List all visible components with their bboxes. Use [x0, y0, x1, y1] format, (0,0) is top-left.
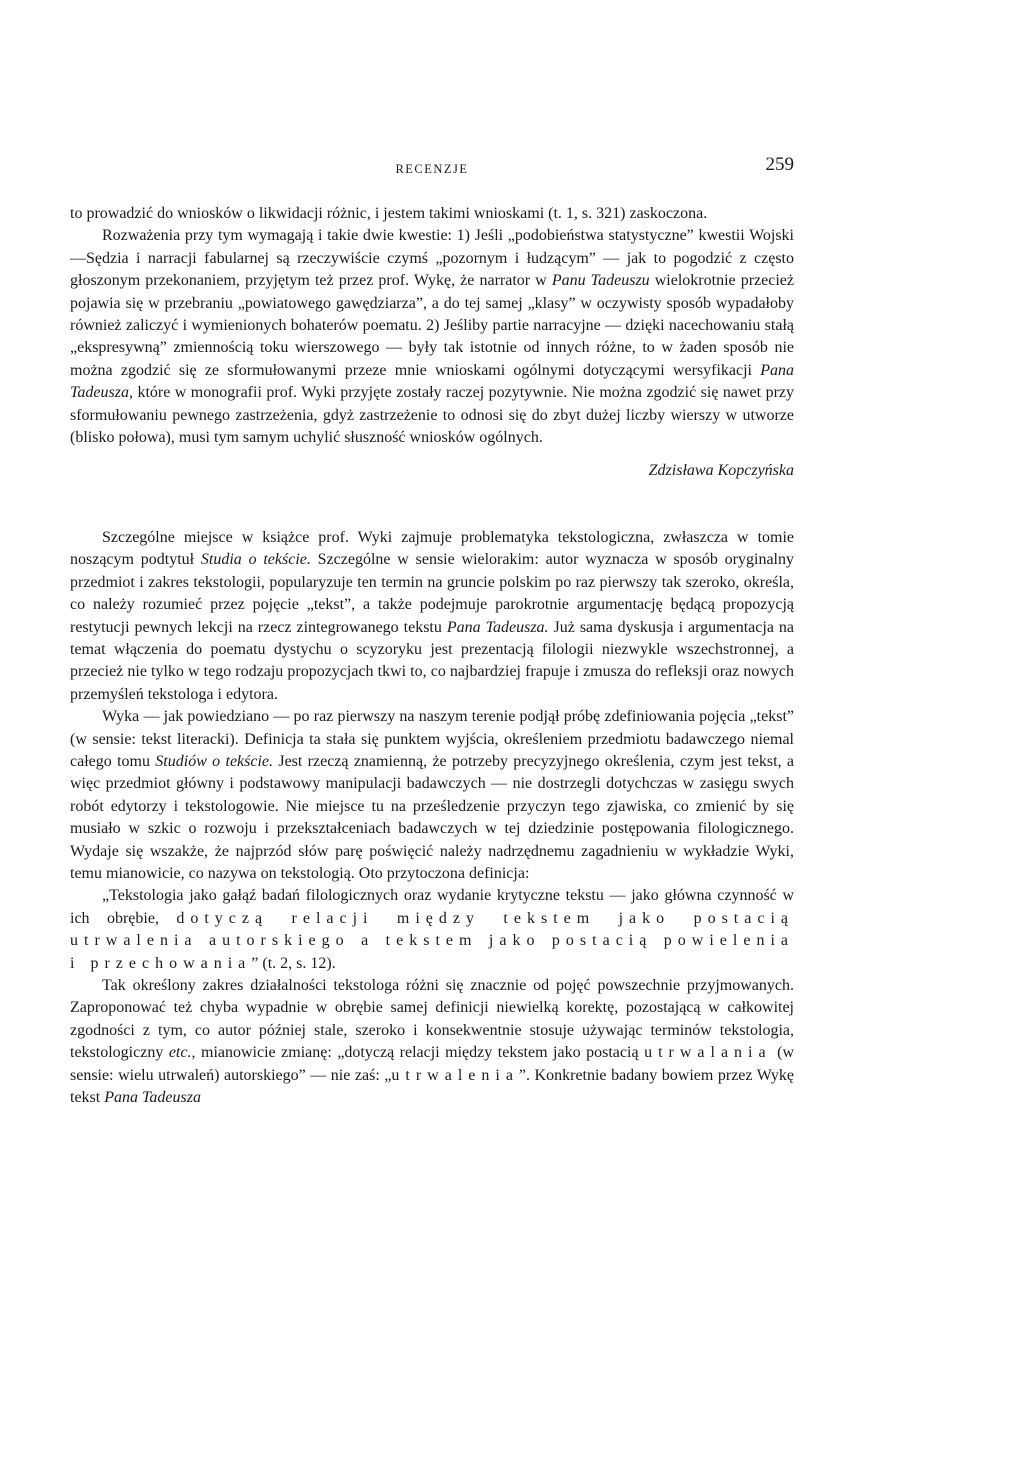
quotation: „Tekstologia jako gałąź badań filologicznych oraz wydanie krytyczne tekstu — jako główna czynność w ich obrębie, dotyczą relacji między tekstem jako postacią utrwalenia autorskiego a tekstem jako postacią powielenia i przechowania” (t. 2, s. 12).: [70, 887, 794, 972]
paragraph: Szczególne miejsce w książce prof. Wyki zajmuje problematyka tekstologiczna, zwłaszcza w tomie noszącym podtytuł Studia o tekście. Szczególne w sensie wielorakim: autor wyznacza w sposób oryginalny przedmiot i zakres tekstologii, popularyzuje ten termin na gruncie polskim po raz pierwszy tak szeroko, określa, co należy rozumieć przez pojęcie „tekst”, a także podejmuje parokrotnie argumentację będącą propozycją restytucji pewnych lekcji na rzecz zintegrowanego tekstu Pana Tadeusza. Już sama dyskusja i argumentacja na temat włączenia do poematu dystychu o scyzoryku jest prezentacją filologii niezwykle wszechstronnej, a przecież nie tylko w tego rodzaju propozycjach tkwi to, co najbardziej frapuje i zmusza do refleksji oraz nowych przemyśleń tekstologa i edytora.: [70, 528, 795, 703]
book-page: [70, 0, 794, 1467]
italic-term: etc.: [168, 1044, 192, 1062]
italic-title: Pana Tadeusza.: [446, 618, 549, 636]
spaced-emphasis: utrwalenia: [391, 1066, 519, 1084]
paragraph: Rozważenia przy tym wymagają i takie dwie kwestie: 1) Jeśli „podobieństwa statystyczne” kwestii Wojski—Sędzia i narracji fabularnej są rzeczywiście czymś „pozornym i łudzącym” — jak to pogodzić z często głoszonym przekonaniem, przyjętym też przez prof. Wykę, że narrator w Panu Tadeuszu wielokrotnie przecież pojawia się w przebraniu „powiatowego gawędziarza”, a do tej samej „klasy” w oczywisty sposób wypadałoby również zaliczyć i wymienionych bohaterów poematu. 2) Jeśliby partie narracyjne — dzięki nacechowaniu stałą „ekspresywną” zmiennością toku wierszowego — były tak istotnie od innych różne, to w żaden sposób nie można zgodzić się ze sformułowanymi przeze mnie wnioskami ogólnymi dotyczącymi wersyfikacji Pana Tadeusza, które w monografii prof. Wyki przyjęte zostały raczej pozytywnie. Nie można zgodzić się nawet przy sformułowaniu pewnego zastrzeżenia, gdyż zastrzeżenie to odnosi się do zbyt dużej liczby wierszy w utworze (blisko połowa), musi tym samym uchylić słuszność wniosków ogólnych.: [70, 227, 794, 447]
running-title: RECENZJE: [395, 162, 469, 176]
page-header: [70, 154, 794, 178]
italic-title: Studiów o tekście.: [155, 752, 274, 770]
italic-title: Studia o tekście.: [200, 551, 311, 569]
paragraph: Tak określony zakres działalności tekstologa różni się znacznie od pojęć powszechnie przyjmowanych. Zaproponować też chyba wypadnie w obrębie samej definicji niewielką korektę, pozostającą w całkowitej zgodności z tym, co autor później stale, szeroko i konsekwentnie stosuje używając terminów tekstologia, tekstologiczny etc., mianowicie zmianę: „dotyczą relacji między tekstem jako postacią utrwalania (w sensie: wielu utrwaleń) autorskiego” — nie zaś: „utrwalenia”. Konkretnie badany bowiem przez Wykę tekst Pana Tadeusza: [70, 977, 794, 1107]
author-signature: Zdzisława Kopczyńska: [648, 462, 794, 480]
italic-title: Panu Tadeuszu: [551, 272, 650, 290]
spaced-emphasis: utrwalania: [644, 1044, 772, 1062]
page-number: 259: [765, 154, 794, 175]
spaced-emphasis: dotyczą relacji między tekstem jako postacią utrwalenia autorskiego a tekstem jako postacią powielenia i przechowania: [70, 909, 794, 972]
paragraph: to prowadzić do wniosków o likwidacji różnic, i jestem takimi wnioskami (t. 1, s. 321) zaskoczona.: [70, 205, 708, 222]
italic-title: Pana Tadeusza,: [70, 361, 794, 402]
italic-title: Pana Tadeusza: [104, 1089, 201, 1107]
paragraph: Wyka — jak powiedziano — po raz pierwszy na naszym terenie podjął próbę zdefiniowania pojęcia „tekst” (w sensie: tekst literacki). Definicja ta stała się punktem wyjścia, określeniem przedmiotu badawczego niemal całego tomu Studiów o tekście. Jest rzeczą znamienną, że potrzeby precyzyjnego określenia, czym jest tekst, a więc przedmiot główny i podstawowy manipulacji badawczych — nie dostrzegli dotychczas w zasięgu swych robót edytorzy i tekstologowie. Nie miejsce tu na prześledzenie przyczyn tego zjawiska, co zmienić by się musiało w szkic o rozwoju i przekształceniach badawczych w tej dziedzinie postępowania filologicznego. Wydaje się wszakże, że najprzód słów parę poświęcić należy nadrzędnemu zagadnieniu w wykładzie Wyki, temu mianowicie, co nazywa on tekstologią. Oto przytoczona definicja:: [70, 708, 795, 882]
page-body: [70, 203, 794, 1109]
section-gap: [70, 483, 794, 527]
